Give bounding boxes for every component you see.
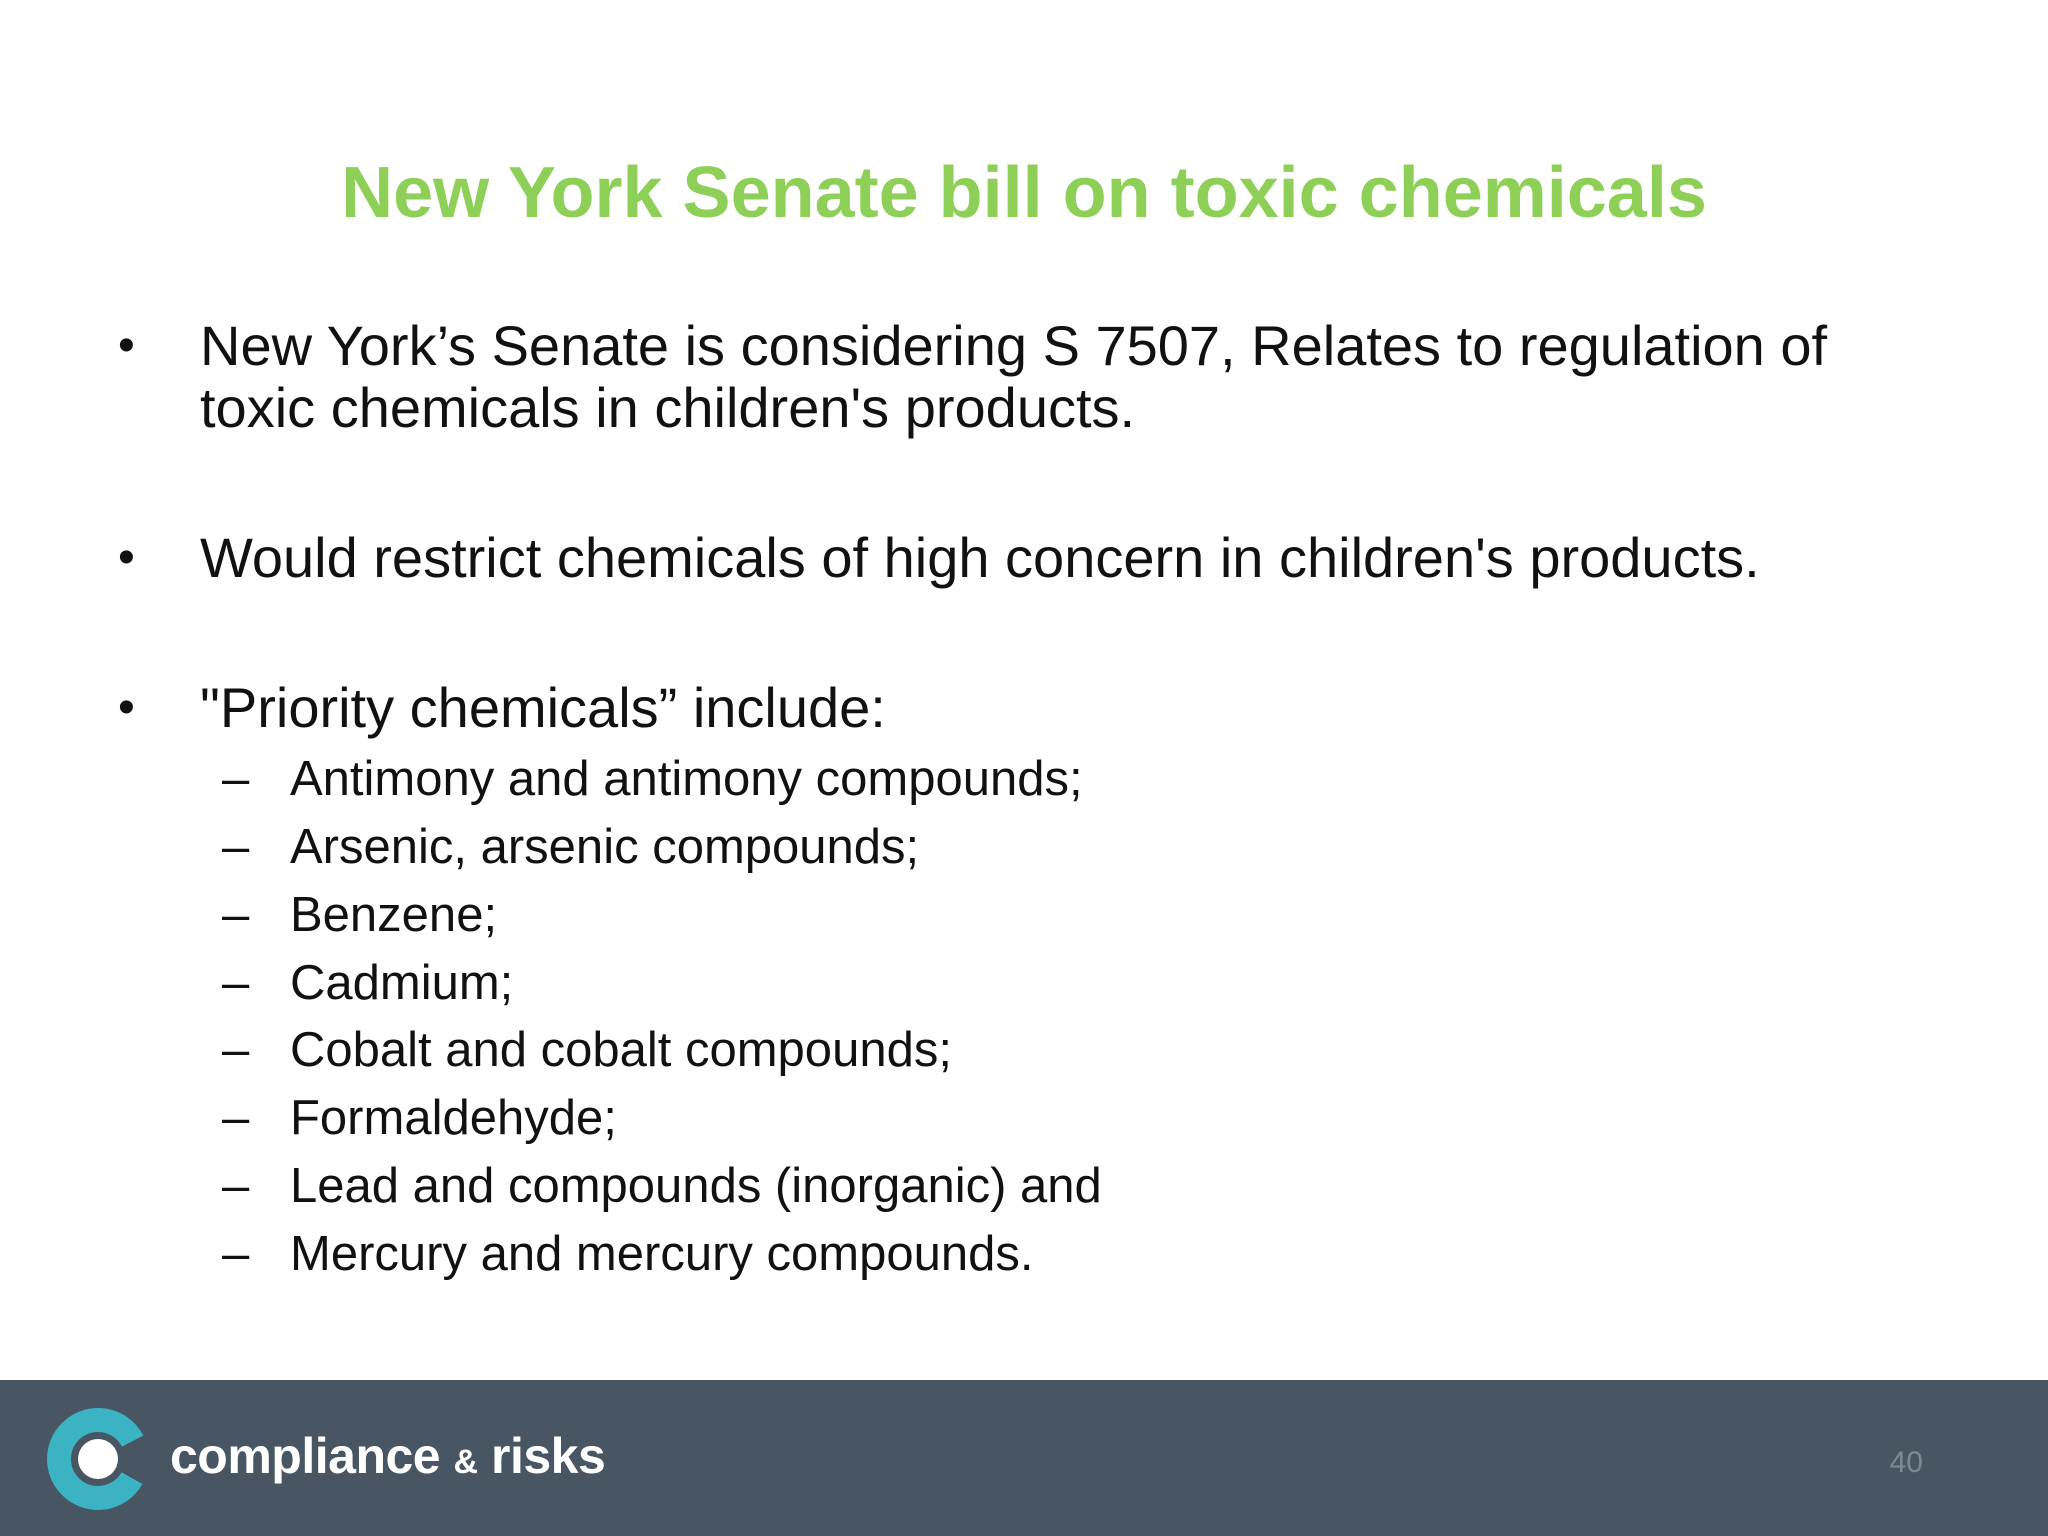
footer-bar <box>0 1380 2048 1536</box>
bullet-text: "Priority chemicals” include: <box>200 676 886 739</box>
c-ring-logo-icon <box>46 1407 150 1511</box>
sub-marker: – <box>222 956 250 1010</box>
sub-item-text: Cadmium; <box>290 956 514 1010</box>
slide-title: New York Senate bill on toxic chemicals <box>341 153 1707 233</box>
sub-item-text: Mercury and mercury compounds. <box>290 1227 1034 1281</box>
bullet-marker: • <box>118 531 135 584</box>
sub-item-text: Antimony and antimony compounds; <box>290 752 1083 806</box>
sub-marker: – <box>222 752 250 806</box>
logo-word: risks <box>490 1428 606 1484</box>
bullet-text-line: toxic chemicals in children's products. <box>200 376 1136 439</box>
bullet-marker: • <box>118 319 135 372</box>
page-number: 40 <box>1889 1446 1923 1479</box>
logo-word: compliance <box>170 1428 441 1484</box>
sub-item-text: Lead and compounds (inorganic) and <box>290 1159 1102 1213</box>
sub-marker: – <box>222 1091 250 1145</box>
bullet-marker: • <box>118 681 135 734</box>
sub-marker: – <box>222 888 250 942</box>
sub-item-text: Formaldehyde; <box>290 1091 617 1145</box>
logo-wordmark <box>170 1426 605 1492</box>
sub-marker: – <box>222 1023 250 1077</box>
logo-ampersand: & <box>453 1443 478 1481</box>
sub-item-text: Benzene; <box>290 888 498 942</box>
sub-item-text: Cobalt and cobalt compounds; <box>290 1023 952 1077</box>
bullet-text: Would restrict chemicals of high concern in children's products. <box>200 526 1760 589</box>
sub-marker: – <box>222 1159 250 1213</box>
bullet-text <box>200 315 1920 439</box>
bullet-text-line: New York’s Senate is considering S 7507, Relates to regulation of <box>200 314 1828 377</box>
sub-marker: – <box>222 820 250 874</box>
sub-item-text: Arsenic, arsenic compounds; <box>290 820 920 874</box>
sub-marker: – <box>222 1227 250 1281</box>
